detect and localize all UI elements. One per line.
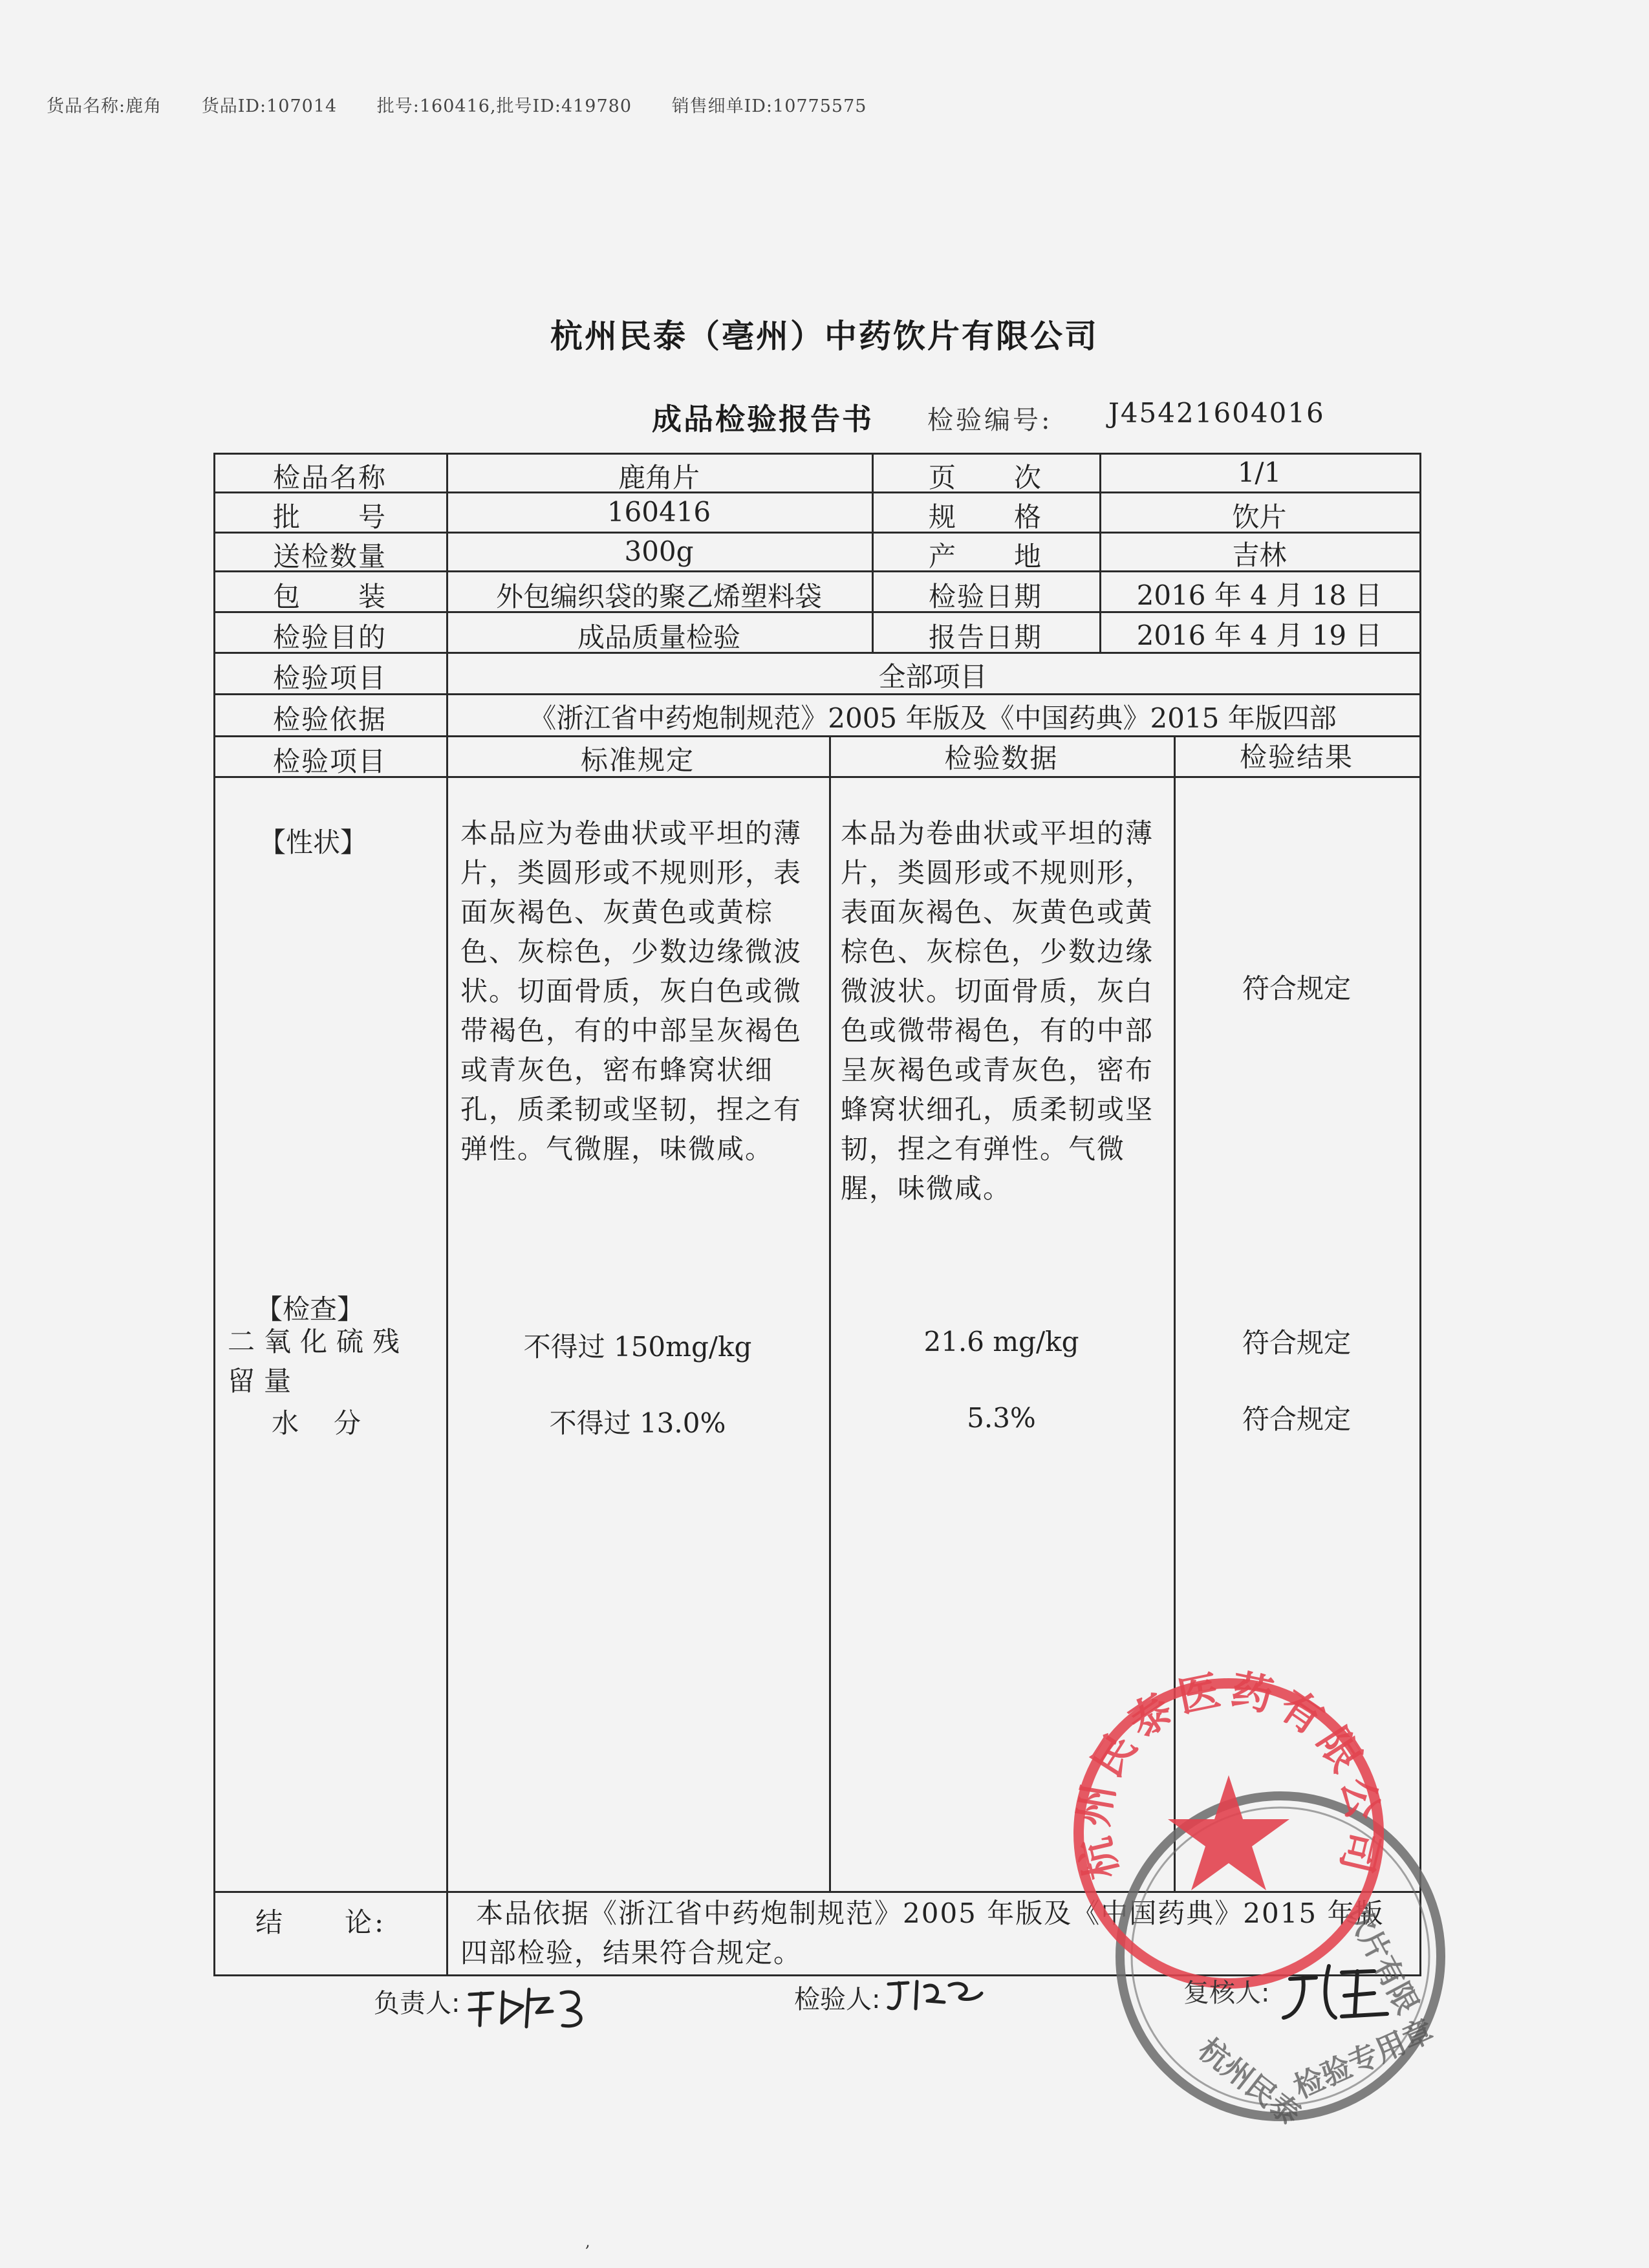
row-value: 外包编织袋的聚乙烯塑料袋 (495, 581, 822, 612)
column-header: 检验结果 (1239, 741, 1353, 773)
inspector-label: 检验人: (794, 1985, 881, 2014)
check-standard: 不得过 13.0% (549, 1407, 726, 1439)
row-label: 规 格 (928, 501, 1042, 533)
column-header: 检验项目 (272, 746, 387, 777)
row-label: 包 装 (272, 581, 387, 612)
report-number-label: 检验编号: (927, 405, 1053, 435)
responsible-label: 负责人: (374, 1989, 460, 2018)
row-value: 饮片 (1232, 501, 1287, 533)
row-label: 检验日期 (928, 581, 1042, 612)
reviewer-signature (1277, 1953, 1406, 2024)
svg-text:杭州民泰: 杭州民泰 (1192, 2031, 1308, 2132)
row-value: 成品质量检验 (577, 621, 740, 653)
seal-star-icon (1168, 1775, 1289, 1890)
check-data: 21.6 mg/kg (923, 1326, 1079, 1357)
table-line (213, 453, 1421, 455)
character-standard: 本品应为卷曲状或平坦的薄片，类圆形或不规则形，表面灰褐色、灰黄色或黄棕色、灰棕色，少数边缘微波状。切面骨质，灰白色或微带褐色，有的中部呈灰褐色或青灰色，密布蜂窝状细孔，质柔韧或坚韧，捏之有弹性。气微腥，味微咸。 (460, 817, 803, 1165)
row-label: 批 号 (272, 501, 387, 533)
basis-value: 《浙江省中药炮制规范》2005 年版及《中国药典》2015 年版四部 (529, 702, 1337, 734)
company-seal (1061, 1665, 1397, 2002)
basis-label: 检验依据 (272, 704, 387, 735)
row-label: 检验目的 (272, 621, 387, 653)
row-value: 160416 (607, 496, 711, 528)
product-name: 货品名称:鹿角 (47, 96, 162, 116)
row-label: 产 地 (928, 541, 1042, 572)
character-result: 符合规定 (1242, 973, 1351, 1004)
row-label: 页 次 (928, 462, 1042, 493)
check-result: 符合规定 (1242, 1327, 1351, 1359)
conclusion-label: 结 论: (255, 1906, 387, 1938)
sale-id: 销售细单ID:10775575 (671, 96, 867, 116)
seal-text: 杭州民泰医药有限公司 (1070, 1665, 1388, 1884)
items-label: 检验项目 (272, 662, 387, 694)
row-value: 鹿角片 (618, 462, 700, 493)
check-result: 符合规定 (1242, 1403, 1351, 1435)
character-data: 本品为卷曲状或平坦的薄片，类圆形或不规则形，表面灰褐色、灰黄色或黄棕色、灰棕色，少数边缘微波状。切面骨质，灰白色或微带褐色，有的中部呈灰褐色或青灰色，密布蜂窝状细孔，质柔韧或坚韧，捏之有弹性。气微腥，味微咸。 (841, 817, 1154, 1204)
character-label: 【性状】 (259, 826, 368, 858)
check-data: 5.3% (967, 1402, 1036, 1434)
conclusion-text: 本品依据《浙江省中药炮制规范》2005 年版及《中国药典》2015 年版四部检验，结果符合规定。 (460, 1897, 1385, 1969)
row-value: 300g (624, 535, 694, 567)
responsible-signature (464, 1980, 594, 2032)
check-standard: 不得过 150mg/kg (523, 1331, 752, 1363)
product-header-line (47, 92, 900, 117)
inspector-signature (885, 1974, 988, 2019)
check-name: 二氧化硫残留量 (228, 1326, 409, 1397)
svg-text:检验专用章: 检验专用章 (1288, 2013, 1439, 2106)
row-value: 吉林 (1232, 539, 1287, 571)
product-id: 货品ID:107014 (201, 96, 338, 116)
check-label: 【检查】 (255, 1293, 365, 1325)
svg-text:饮片有限: 饮片有限 (1339, 1897, 1426, 2020)
row-value: 2016 年 4 月 19 日 (1136, 620, 1383, 651)
mark: , (585, 2232, 590, 2251)
column-header: 标准规定 (580, 744, 695, 776)
table-line (829, 735, 831, 1891)
check-name: 水 分 (272, 1407, 365, 1439)
items-value: 全部项目 (878, 661, 987, 693)
column-header: 检验数据 (944, 742, 1059, 774)
company-name: 杭州民泰（亳州）中药饮片有限公司 (550, 318, 1099, 355)
report-number: J45421604016 (1108, 397, 1325, 429)
reviewer-label: 复核人: (1183, 1978, 1270, 2008)
batch-info: 批号:160416,批号ID:419780 (376, 96, 632, 116)
row-label: 报告日期 (928, 621, 1042, 653)
table-line (1419, 453, 1421, 1976)
row-label: 送检数量 (272, 541, 387, 572)
row-value: 2016 年 4 月 18 日 (1136, 579, 1383, 611)
report-title: 成品检验报告书 (652, 402, 874, 437)
row-label: 检品名称 (272, 462, 387, 493)
row-value: 1/1 (1237, 457, 1282, 488)
